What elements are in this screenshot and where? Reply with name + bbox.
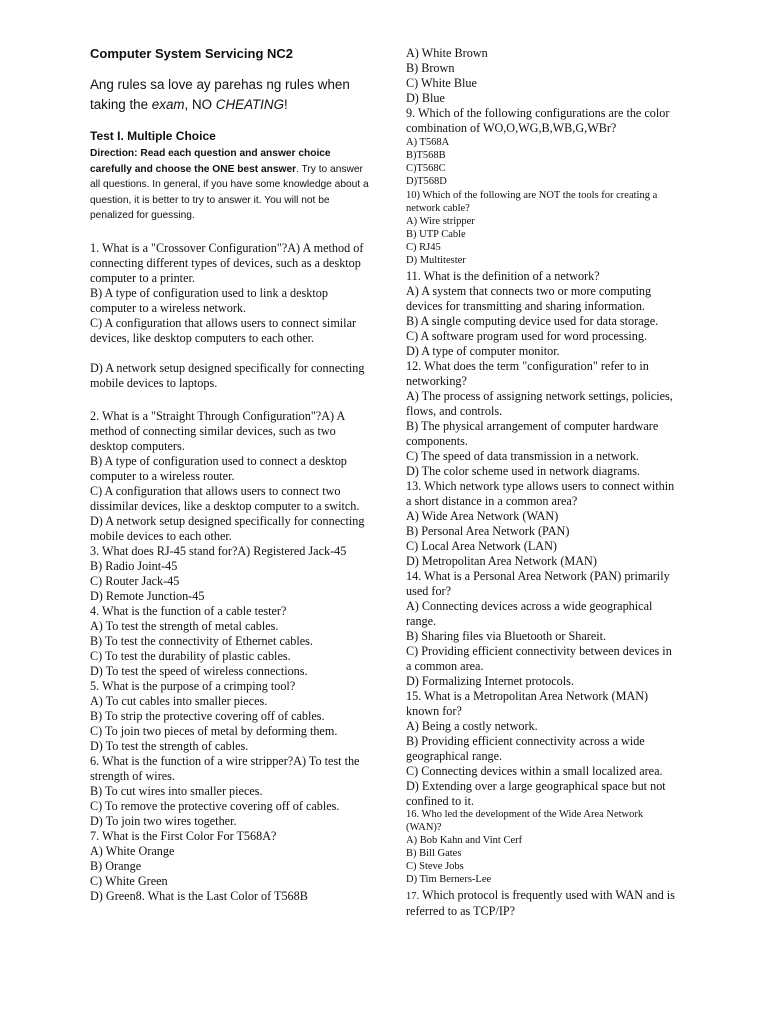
questions-2-to-8: 2. What is a "Straight Through Configuration"?A) A method of connecting similar devices, such as two desktop computers. B) A type of configuration used to connect a desktop computer to a wireless router. C) A configuration that allows users to connect two dissimilar devices, like a desktop computer to a switch. D) A network setup designed specifically for connecting mobile devices to each other. 3. What does RJ-45 stand for?A) Registered Jack-45 B) Radio Joint-45 C) Router Jack-45 D) Remote Junction-45 4. What is the function of a cable tester? A) To test the strength of metal cables. B) To test the connectivity of Ethernet cables. C) To test the durability of plastic cables. D) To test the speed of wireless connections. 5. What is the purpose of a crimping tool? A) To cut cables into smaller pieces. B) To strip the protective covering off of cables. C) To join two pieces of metal by deforming them. D) To test the strength of cables. 6. What is the function of a wire stripper?A) To test the strength of wires. B) To cut wires into smaller pieces. C) To remove the protective covering off of cables. D) To join two wires together. 7. What is the First Color For T568A? A) White Orange B) Orange C) White Green D) Green8. What is the Last Color of T568B bbox=[90, 409, 365, 903]
question-9-choices: A) T568A B)T568B C)T568C D)T568D bbox=[406, 137, 450, 187]
question-1: 1. What is a "Crossover Configuration"?A) A method of connecting different types of devices, such as a desktop computer to a printer. B) A type of configuration used to link a desktop computer to a wireless network. C) A configuration that allows users to connect similar devices, like desktop computers to each other. bbox=[90, 241, 364, 345]
question-1-choice-d: D) A network setup designed specifically for connecting mobile devices to laptops. bbox=[90, 361, 365, 390]
direction-rest: . Try to answer all questions. In general, if you have some knowledge about a question, it is better to try to answer it. You will not be penalized for guessing. bbox=[90, 163, 369, 221]
question-17 bbox=[406, 888, 680, 919]
question-10: 10) Which of the following are NOT the tools for creating a network cable? A) Wire stripper B) UTP Cable C) RJ45 D) Multitester bbox=[406, 190, 658, 266]
question-16: 16. Who led the development of the Wide Area Network (WAN)? A) Bob Kahn and Vint Cerf B) Bill Gates C) Steve Jobs D) Tim Berners-Lee bbox=[406, 809, 644, 885]
question-17-number: 17. bbox=[406, 891, 420, 902]
test-heading: Test I. Multiple Choice bbox=[90, 129, 216, 143]
questions-8-to-9: A) White Brown B) Brown C) White Blue D) Blue 9. Which of the following configurations are the color combination of WO,O,WG,B,WB,G,WBr? bbox=[406, 46, 670, 135]
document-title: Computer System Servicing NC2 bbox=[90, 46, 294, 61]
direction-text bbox=[90, 146, 372, 224]
question-17-text: Which protocol is frequently used with WAN and is referred to as TCP/IP? bbox=[406, 888, 675, 918]
motto-part-2: , NO bbox=[184, 96, 216, 112]
motto-exam: exam bbox=[151, 96, 185, 112]
motto-cheating: CHEATING bbox=[215, 96, 284, 112]
questions-11-to-15: 11. What is the definition of a network? A) A system that connects two or more computing devices for transmitting and sharing information. B) A single computing device used for data storage. C) A software program used for word processing. D) A type of computer monitor. 12. What does the term "configuration" refer to in networking? A) The process of assigning network settings, policies, flows, and controls. B) The physical arrangement of computer hardware components. C) The speed of data transmission in a network. D) The color scheme used in network diagrams. 13. Which network type allows users to connect within a short distance in a common area? A) Wide Area Network (WAN) B) Personal Area Network (PAN) C) Local Area Network (LAN) D) Metropolitan Area Network (MAN) 14. What is a Personal Area Network (PAN) primarily used for? A) Connecting devices across a wide geographical range. B) Sharing files via Bluetooth or Shareit. C) Providing efficient connectivity between devices in a common area. D) Formalizing Internet protocols. 15. What is a Metropolitan Area Network (MAN) known for? A) Being a costly network. B) Providing efficient connectivity across a wide geographical range. C) Connecting devices within a small localized area. D) Extending over a large geographical space but not confined to it. bbox=[406, 269, 675, 808]
direction-bold: Direction: Read each question and answer choice carefully and choose the ONE best answer bbox=[90, 148, 331, 175]
motto-part-3: ! bbox=[284, 96, 288, 112]
motto-part-1: Ang rules sa love ay parehas ng rules when taking the bbox=[90, 77, 350, 112]
motto-text bbox=[90, 75, 372, 114]
